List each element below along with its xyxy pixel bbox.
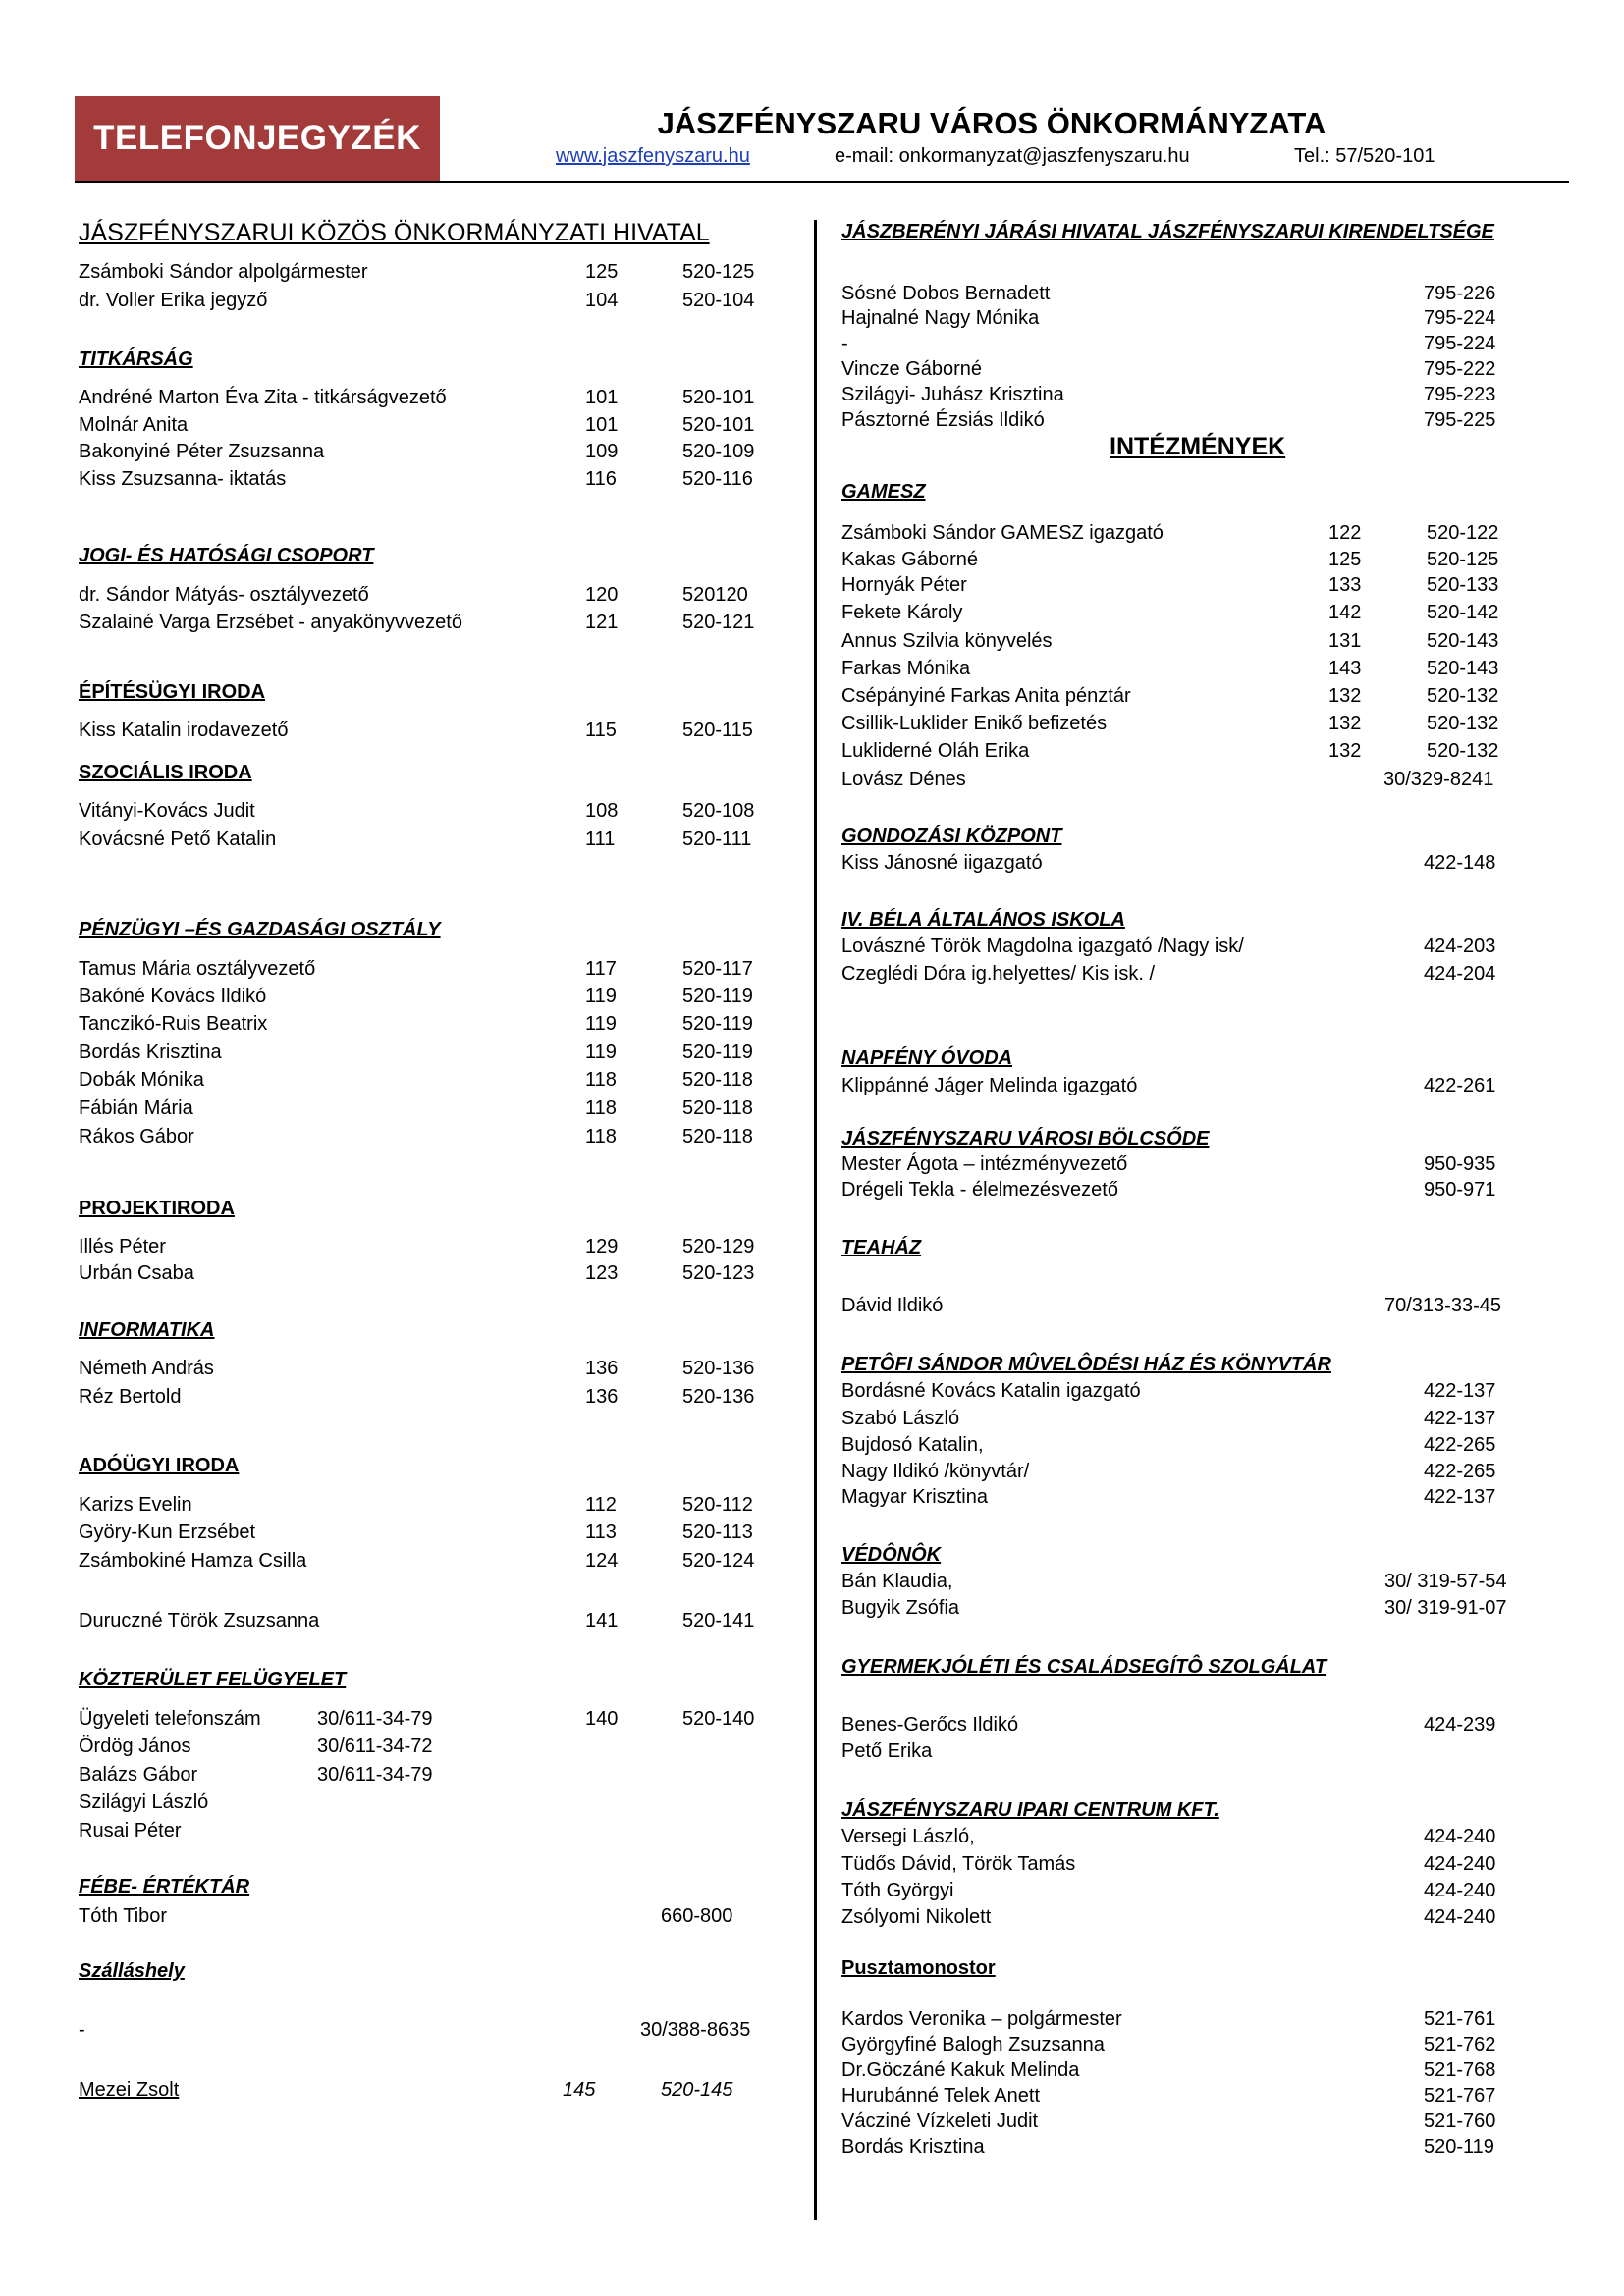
badge-text: TELEFONJEGYZÉK — [93, 119, 421, 157]
entry-name: Csépányiné Farkas Anita pénztár — [841, 685, 1131, 707]
org-title: JÁSZFÉNYSZARU VÁROS ÖNKORMÁNYZATA — [657, 106, 1326, 140]
entry-phone: 422-137 — [1424, 1380, 1496, 1402]
entry-ext: 143 — [1328, 658, 1362, 679]
entry-ext: 132 — [1328, 740, 1362, 762]
entry-phone: 424-204 — [1424, 963, 1496, 985]
entry-phone: 520-132 — [1427, 685, 1499, 707]
entry-ext: 101 — [585, 414, 619, 436]
entry-name: Urbán Csaba — [79, 1262, 194, 1284]
entry-phone: 521-760 — [1424, 2110, 1496, 2132]
entry-phone: 520-133 — [1427, 574, 1499, 596]
entry-phone: 424-240 — [1424, 1880, 1496, 1901]
entry-ext: 113 — [585, 1522, 617, 1543]
entry-ext: 142 — [1328, 602, 1362, 623]
entry-phone: 30/388-8635 — [640, 2019, 751, 2041]
entry-name: Benes-Gerőcs Ildikó — [841, 1714, 1019, 1735]
entry-name: Rákos Gábor — [79, 1126, 194, 1148]
entry-phone: 422-261 — [1424, 1075, 1496, 1096]
entry-phone: 520-109 — [682, 441, 755, 462]
entry-ext: 145 — [563, 2079, 596, 2101]
section-title: JÁSZFÉNYSZARU VÁROSI BÖLCSŐDE — [841, 1128, 1210, 1149]
entry-phone: 520-108 — [682, 800, 755, 822]
entry-name: Pető Erika — [841, 1740, 933, 1762]
entry-name: Lukliderné Oláh Erika — [841, 740, 1030, 762]
entry-phone: 521-761 — [1424, 2008, 1496, 2030]
entry-name: Andréné Marton Éva Zita - titkárságvezető — [79, 387, 447, 408]
entry-name: Rusai Péter — [79, 1820, 182, 1842]
entry-ext: 118 — [585, 1069, 617, 1091]
entry-phone: 795-224 — [1424, 333, 1496, 354]
entry-phone: 520-136 — [682, 1386, 755, 1408]
entry-ext: 133 — [1328, 574, 1362, 596]
entry-ext: 122 — [1328, 522, 1362, 544]
entry-name: Tanczikó-Ruis Beatrix — [79, 1013, 268, 1035]
entry-phone: 520-122 — [1427, 522, 1499, 544]
entry-phone: 424-240 — [1424, 1906, 1496, 1928]
institutions-heading: INTÉZMÉNYEK — [1110, 433, 1286, 460]
entry-phone: 520-101 — [682, 387, 755, 408]
entry-name: - — [841, 333, 848, 354]
entry-phone: 520-119 — [682, 1041, 753, 1063]
entry-phone: 521-762 — [1424, 2034, 1496, 2056]
entry-phone: 422-137 — [1424, 1486, 1496, 1508]
section-title: NAPFÉNY ÓVODA — [841, 1047, 1013, 1069]
entry-phone: 520-104 — [682, 290, 755, 311]
section-title: VÉDÔNÔK — [841, 1544, 942, 1566]
entry-name: Bordásné Kovács Katalin igazgató — [841, 1380, 1141, 1402]
entry-ext: 109 — [585, 441, 619, 462]
entry-name: Farkas Mónika — [841, 658, 971, 679]
entry-phone: 70/313-33-45 — [1384, 1295, 1501, 1316]
entry-name: Hajnalné Nagy Mónika — [841, 307, 1040, 329]
entry-name: Vincze Gáborné — [841, 358, 983, 380]
entry-ext: 136 — [585, 1358, 619, 1379]
entry-name: Bugyik Zsófia — [841, 1597, 960, 1619]
entry-phone: 520-112 — [682, 1494, 753, 1516]
entry-phone: 424-240 — [1424, 1853, 1496, 1875]
entry-name: Tóth Györgyi — [841, 1880, 954, 1901]
entry-name: Karizs Evelin — [79, 1494, 192, 1516]
entry-ext: 136 — [585, 1386, 619, 1408]
entry-name: Kakas Gáborné — [841, 549, 978, 570]
entry-name: Lovász Dénes — [841, 769, 966, 790]
entry-ext: 119 — [585, 1041, 617, 1063]
entry-name: Klippánné Jáger Melinda igazgató — [841, 1075, 1138, 1096]
entry-phone: 520-141 — [682, 1610, 755, 1631]
section-title: KÖZTERÜLET FELÜGYELET — [79, 1669, 347, 1690]
entry-phone: 30/ 319-57-54 — [1384, 1571, 1507, 1592]
section-title: JOGI- ÉS HATÓSÁGI CSOPORT — [79, 545, 374, 566]
entry-name: Zsámbokiné Hamza Csilla — [79, 1550, 307, 1572]
entry-phone: 520-129 — [682, 1236, 755, 1257]
entry-phone: 950-971 — [1424, 1179, 1496, 1201]
entry-ext: 140 — [585, 1708, 619, 1730]
entry-name: - — [79, 2019, 85, 2041]
entry-ext: 118 — [585, 1126, 617, 1148]
entry-ext: 112 — [585, 1494, 617, 1516]
entry-name: Bán Klaudia, — [841, 1571, 953, 1592]
entry-phone: 520-101 — [682, 414, 755, 436]
entry-name: Versegi László, — [841, 1826, 975, 1847]
entry-phone: 520-118 — [682, 1069, 753, 1091]
entry-phone: 950-935 — [1424, 1153, 1496, 1175]
header-divider — [75, 181, 1569, 183]
entry-ext: 119 — [585, 1013, 617, 1035]
entry-name: Fábián Mária — [79, 1097, 193, 1119]
entry-name: Bordás Krisztina — [841, 2136, 985, 2158]
section-title: TEAHÁZ — [841, 1237, 922, 1258]
entry-phone: 520-125 — [682, 261, 755, 283]
section-title: PETÔFI SÁNDOR MÛVELÔDÉSI HÁZ ÉS KÖNYVTÁR — [841, 1354, 1331, 1375]
entry-ext: 117 — [585, 958, 617, 980]
entry-phone: 520-143 — [1427, 630, 1499, 652]
section-title: JÁSZFÉNYSZARUI KÖZÖS ÖNKORMÁNYZATI HIVATAL — [79, 219, 710, 246]
entry-name: Szabó László — [841, 1408, 960, 1429]
entry-name: Györgyfiné Balogh Zsuzsanna — [841, 2034, 1105, 2056]
entry-phone: 520-142 — [1427, 602, 1499, 623]
entry-ext: 132 — [1328, 713, 1362, 734]
entry-name: Ügyeleti telefonszám — [79, 1708, 261, 1730]
entry-phone: 520-119 — [682, 986, 753, 1007]
entry-phone: 521-768 — [1424, 2059, 1496, 2081]
entry-phone: 30/329-8241 — [1383, 769, 1494, 790]
entry-name: Nagy Ildikó /könyvtár/ — [841, 1461, 1030, 1482]
entry-name: Lovászné Török Magdolna igazgató /Nagy isk/ — [841, 935, 1244, 957]
entry-phone: 520-125 — [1427, 549, 1499, 570]
entry-phone: 520-124 — [682, 1550, 755, 1572]
entry-name: Bakóné Kovács Ildikó — [79, 986, 267, 1007]
entry-phone: 520-136 — [682, 1358, 755, 1379]
entry-name: Magyar Krisztina — [841, 1486, 988, 1508]
entry-phone: 520-118 — [682, 1097, 753, 1119]
entry-phone: 520-117 — [682, 958, 753, 980]
entry-name: Tóth Tibor — [79, 1905, 168, 1927]
section-title: JÁSZBERÉNYI JÁRÁSI HIVATAL JÁSZFÉNYSZARUI KIRENDELTSÉGE — [841, 221, 1494, 242]
section-title: ADÓÜGYI IRODA — [79, 1455, 240, 1476]
entry-phone: 520-115 — [682, 720, 753, 741]
entry-ext: 125 — [1328, 549, 1362, 570]
entry-name: Mezei Zsolt — [79, 2079, 180, 2101]
entry-phone: 422-137 — [1424, 1408, 1496, 1429]
entry-name: Molnár Anita — [79, 414, 189, 436]
entry-name: Drégeli Tekla - élelmezésvezető — [841, 1179, 1118, 1201]
entry-name: Zsólyomi Nikolett — [841, 1906, 992, 1928]
entry-phone: 520-143 — [1427, 658, 1499, 679]
section-title: IV. BÉLA ÁLTALÁNOS ISKOLA — [841, 909, 1125, 931]
entry-name: Vitányi-Kovács Judit — [79, 800, 255, 822]
entry-name: Dr.Göczáné Kakuk Melinda — [841, 2059, 1080, 2081]
entry-name: dr. Voller Erika jegyző — [79, 290, 268, 311]
section-title: JÁSZFÉNYSZARU IPARI CENTRUM KFT. — [841, 1799, 1219, 1821]
entry-name: Bakonyiné Péter Zsuzsanna — [79, 441, 325, 462]
entry-ext: 115 — [585, 720, 617, 741]
entry-phone: 520-132 — [1427, 713, 1499, 734]
section-title: GONDOZÁSI KÖZPONT — [841, 826, 1062, 847]
entry-phone: 424-240 — [1424, 1826, 1496, 1847]
phone-text: Tel.: 57/520-101 — [1294, 145, 1435, 167]
section-title: INFORMATIKA — [79, 1319, 215, 1341]
document-title-badge — [75, 96, 440, 181]
entry-name: Szilágyi- Juhász Krisztina — [841, 384, 1064, 405]
section-title: PROJEKTIRODA — [79, 1198, 235, 1219]
entry-name: Réz Bertold — [79, 1386, 182, 1408]
entry-phone: 520-116 — [682, 468, 753, 490]
entry-name: Kovácsné Pető Katalin — [79, 828, 277, 850]
entry-phone: 424-203 — [1424, 935, 1496, 957]
entry-name: Zsámboki Sándor alpolgármester — [79, 261, 368, 283]
entry-ext: 121 — [585, 612, 619, 633]
entry-phone: 520-111 — [682, 828, 752, 850]
entry-mobile: 30/611-34-79 — [317, 1764, 433, 1786]
entry-name: Bordás Krisztina — [79, 1041, 222, 1063]
entry-ext: 132 — [1328, 685, 1362, 707]
entry-name: Kardos Veronika – polgármester — [841, 2008, 1122, 2030]
entry-phone: 424-239 — [1424, 1714, 1496, 1735]
entry-ext: 101 — [585, 387, 619, 408]
entry-ext: 129 — [585, 1236, 619, 1257]
entry-ext: 108 — [585, 800, 619, 822]
entry-mobile: 30/611-34-72 — [317, 1735, 433, 1757]
entry-phone: 521-767 — [1424, 2085, 1496, 2107]
entry-name: Fekete Károly — [841, 602, 963, 623]
entry-ext: 125 — [585, 261, 619, 283]
section-title: TITKÁRSÁG — [79, 348, 193, 370]
entry-name: Kiss Katalin irodavezető — [79, 720, 289, 741]
section-title: Pusztamonostor — [841, 1957, 996, 1979]
entry-name: Pásztorné Ézsiás Ildikó — [841, 409, 1045, 431]
section-title: PÉNZÜGYI –ÉS GAZDASÁGI OSZTÁLY — [79, 919, 441, 940]
entry-name: Kiss Zsuzsanna- iktatás — [79, 468, 287, 490]
entry-phone: 520-119 — [1424, 2136, 1494, 2158]
section-title: GAMESZ — [841, 481, 926, 503]
entry-name: Sósné Dobos Bernadett — [841, 283, 1051, 304]
section-title: ÉPÍTÉSÜGYI IRODA — [79, 681, 266, 703]
entry-mobile: 30/611-34-79 — [317, 1708, 433, 1730]
website-link[interactable]: www.jaszfenyszaru.hu — [556, 145, 750, 167]
section-title: SZOCIÁLIS IRODA — [79, 762, 252, 783]
entry-name: Németh András — [79, 1358, 214, 1379]
entry-phone: 520-140 — [682, 1708, 755, 1730]
entry-ext: 120 — [585, 584, 619, 606]
entry-name: Balázs Gábor — [79, 1764, 198, 1786]
entry-name: Hurubánné Telek Anett — [841, 2085, 1041, 2107]
entry-ext: 116 — [585, 468, 617, 490]
entry-name: Ördög János — [79, 1735, 191, 1757]
entry-ext: 123 — [585, 1262, 619, 1284]
section-title: Szálláshely — [79, 1960, 185, 1982]
entry-name: Mester Ágota – intézményvezető — [841, 1153, 1128, 1175]
entry-phone: 795-223 — [1424, 384, 1496, 405]
entry-name: Hornyák Péter — [841, 574, 967, 596]
entry-name: Szilágyi László — [79, 1791, 209, 1813]
entry-phone: 795-224 — [1424, 307, 1496, 329]
entry-phone: 520-118 — [682, 1126, 753, 1148]
entry-ext: 131 — [1328, 630, 1362, 652]
entry-phone: 795-225 — [1424, 409, 1496, 431]
entry-phone: 422-265 — [1424, 1434, 1496, 1456]
entry-ext: 104 — [585, 290, 619, 311]
entry-name: Kiss Jánosné iigazgató — [841, 852, 1043, 874]
entry-name: Illés Péter — [79, 1236, 166, 1257]
entry-name: Duruczné Török Zsuzsanna — [79, 1610, 320, 1631]
entry-ext: 119 — [585, 986, 617, 1007]
entry-ext: 118 — [585, 1097, 617, 1119]
entry-name: Dobák Mónika — [79, 1069, 204, 1091]
entry-phone: 795-222 — [1424, 358, 1496, 380]
entry-name: Csillik-Luklider Enikő befizetés — [841, 713, 1108, 734]
entry-name: Györy-Kun Erzsébet — [79, 1522, 256, 1543]
entry-name: Szalainé Varga Erzsébet - anyakönyvvezető — [79, 612, 462, 633]
entry-phone: 520-119 — [682, 1013, 753, 1035]
entry-phone: 30/ 319-91-07 — [1384, 1597, 1507, 1619]
entry-ext: 141 — [585, 1610, 619, 1631]
section-title: FÉBE- ÉRTÉKTÁR — [79, 1876, 250, 1897]
section-title: GYERMEKJÓLÉTI ÉS CSALÁDSEGÍTÔ SZOLGÁLAT — [841, 1656, 1327, 1678]
entry-phone: 520-123 — [682, 1262, 755, 1284]
email-text: e-mail: onkormanyzat@jaszfenyszaru.hu — [835, 145, 1190, 167]
entry-phone: 795-226 — [1424, 283, 1496, 304]
entry-name: Tamus Mária osztályvezető — [79, 958, 316, 980]
entry-phone: 520-121 — [682, 612, 755, 633]
entry-name: Dávid Ildikó — [841, 1295, 944, 1316]
entry-phone: 422-148 — [1424, 852, 1496, 874]
entry-name: Vácziné Vízkeleti Judit — [841, 2110, 1039, 2132]
entry-name: Zsámboki Sándor GAMESZ igazgató — [841, 522, 1164, 544]
entry-name: Bujdosó Katalin, — [841, 1434, 984, 1456]
entry-phone: 520-113 — [682, 1522, 753, 1543]
entry-name: dr. Sándor Mátyás- osztályvezető — [79, 584, 369, 606]
entry-phone: 520120 — [682, 584, 748, 606]
entry-name: Annus Szilvia könyvelés — [841, 630, 1053, 652]
entry-phone: 422-265 — [1424, 1461, 1496, 1482]
entry-ext: 111 — [585, 828, 616, 850]
entry-phone: 520-145 — [661, 2079, 733, 2101]
entry-phone: 660-800 — [661, 1905, 733, 1927]
entry-name: Czeglédi Dóra ig.helyettes/ Kis isk. / — [841, 963, 1156, 985]
entry-phone: 520-132 — [1427, 740, 1499, 762]
column-divider — [814, 220, 817, 2220]
entry-name: Tüdős Dávid, Török Tamás — [841, 1853, 1076, 1875]
entry-ext: 124 — [585, 1550, 619, 1572]
